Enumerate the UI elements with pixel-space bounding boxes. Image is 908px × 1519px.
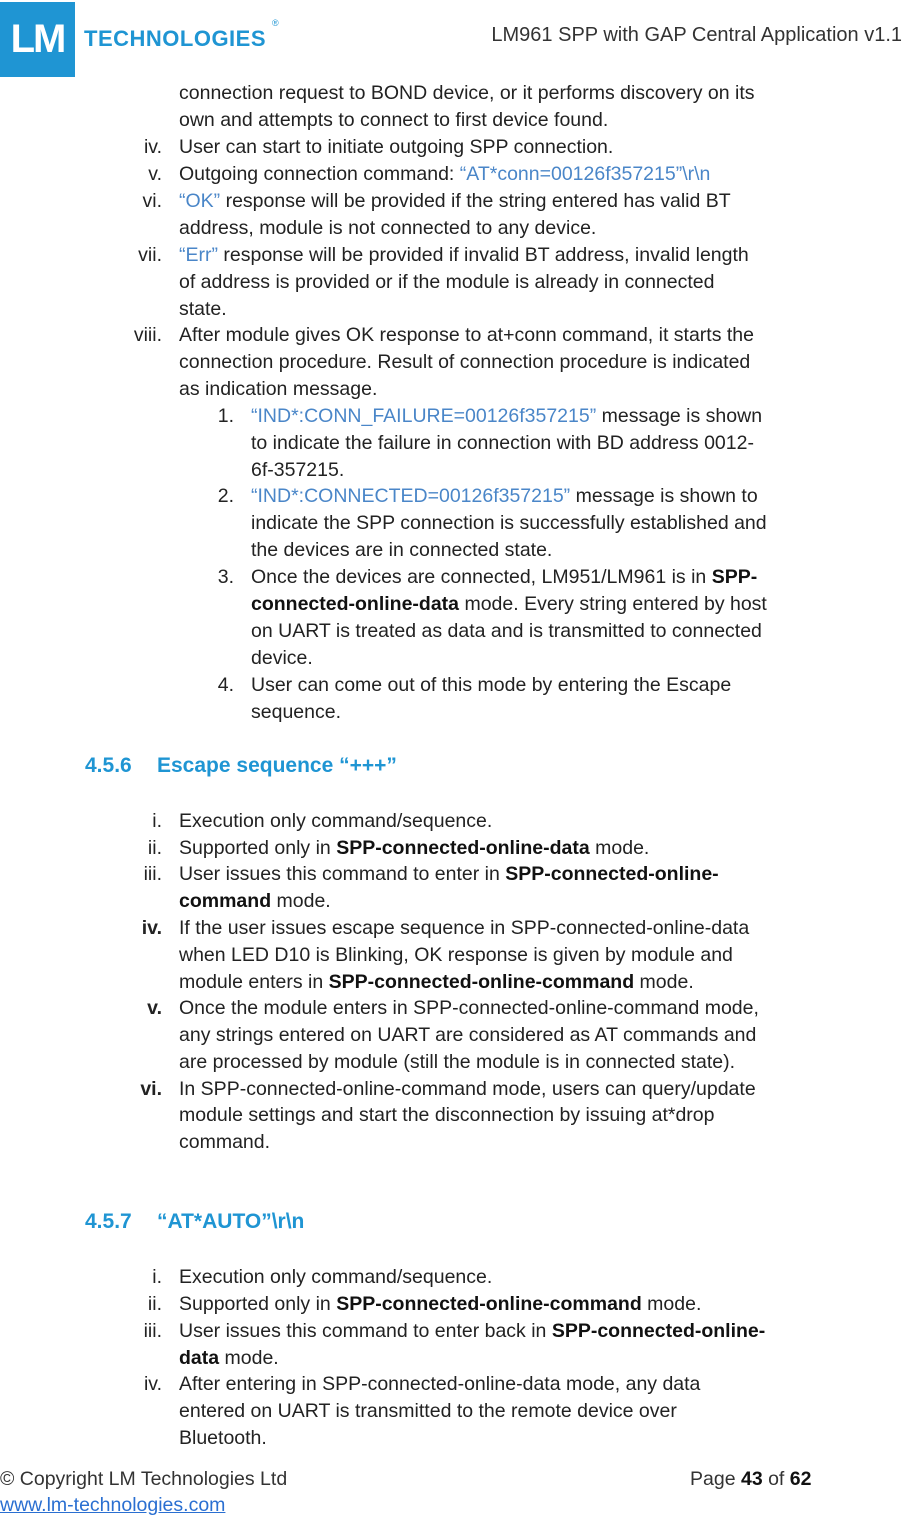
text-run: Supported only in bbox=[179, 1293, 337, 1315]
page-of: of bbox=[762, 1468, 790, 1490]
text-line: indicate the SPP connection is successfully established and bbox=[251, 512, 767, 534]
text-run: module enters in bbox=[179, 971, 329, 993]
website-link[interactable]: www.lm-technologies.com bbox=[0, 1494, 226, 1516]
text-line: Bluetooth. bbox=[179, 1427, 267, 1449]
section-number: 4.5.7 bbox=[85, 1210, 132, 1233]
list-item: User can come out of this mode by entering the Escape bbox=[251, 674, 732, 696]
list-marker: vi. bbox=[140, 1078, 162, 1100]
section-number: 4.5.6 bbox=[85, 754, 132, 777]
text-run: User issues this command to enter in bbox=[179, 863, 506, 885]
text-line bbox=[251, 591, 767, 618]
text-line: connection procedure. Result of connection procedure is indicated bbox=[179, 351, 751, 373]
text-line: are processed by module (still the module is in connected state). bbox=[179, 1051, 736, 1073]
list-marker: 1. bbox=[217, 405, 234, 427]
mode-name: SPP- bbox=[711, 566, 758, 588]
list-item bbox=[179, 835, 649, 862]
logo-text: TECHNOLOGIES bbox=[84, 26, 267, 51]
text-line: own and attempts to connect to first device found. bbox=[179, 109, 609, 131]
list-item: User can start to initiate outgoing SPP connection. bbox=[179, 136, 614, 158]
list-marker: i. bbox=[152, 1266, 162, 1288]
text-line: when LED D10 is Blinking, OK response is given by module and bbox=[179, 944, 733, 966]
page-label: Page bbox=[690, 1468, 741, 1490]
list-marker: iv. bbox=[143, 136, 162, 158]
list-marker: iv. bbox=[141, 917, 162, 939]
list-marker: ii. bbox=[147, 1293, 162, 1315]
list-item bbox=[179, 861, 719, 888]
response-code: “OK” bbox=[179, 190, 221, 212]
text-line bbox=[179, 888, 331, 915]
list-marker: iii. bbox=[143, 1320, 162, 1342]
section-title: Escape sequence “+++” bbox=[157, 754, 397, 777]
section-heading-4-5-6 bbox=[85, 754, 397, 778]
text-run: message is shown bbox=[596, 405, 763, 427]
text-run: Once the devices are connected, LM951/LM961 is in bbox=[251, 566, 712, 588]
list-item bbox=[179, 1318, 765, 1345]
text-line: the devices are in connected state. bbox=[251, 539, 553, 561]
list-item bbox=[179, 1291, 701, 1318]
text-line: as indication message. bbox=[179, 378, 378, 400]
list-marker: v. bbox=[148, 163, 162, 185]
list-marker: viii. bbox=[133, 324, 162, 346]
list-item bbox=[179, 188, 731, 215]
list-item bbox=[251, 483, 758, 510]
command-code: “AT*conn=00126f357215”\r\n bbox=[459, 163, 711, 185]
text-run: mode. bbox=[219, 1347, 279, 1369]
text-run: Supported only in bbox=[179, 837, 337, 859]
list-marker: vii. bbox=[138, 244, 162, 266]
mode-name: SPP-connected-online-command bbox=[336, 1293, 642, 1315]
mode-name: SPP-connected-online-data bbox=[336, 837, 590, 859]
text-run: mode. bbox=[271, 890, 331, 912]
list-item bbox=[179, 242, 749, 269]
list-marker: 4. bbox=[217, 674, 234, 696]
list-item bbox=[251, 403, 762, 430]
list-item: After module gives OK response to at+conn command, it starts the bbox=[179, 324, 754, 346]
text-line bbox=[179, 969, 694, 996]
page-header bbox=[0, 0, 908, 80]
list-item: In SPP-connected-online-command mode, users can query/update bbox=[179, 1078, 756, 1100]
document-title: LM961 SPP with GAP Central Application v1.1 bbox=[491, 24, 902, 46]
copyright-notice: © Copyright LM Technologies Ltd bbox=[0, 1468, 288, 1490]
list-marker: 2. bbox=[217, 485, 234, 507]
text-run: response will be provided if the string entered has valid BT bbox=[220, 190, 731, 212]
text-run: message is shown to bbox=[570, 485, 758, 507]
list-marker: ii. bbox=[147, 837, 162, 859]
text-line: connection request to BOND device, or it performs discovery on its bbox=[179, 82, 755, 104]
text-run: response will be provided if invalid BT address, invalid length bbox=[217, 244, 749, 266]
list-marker: iii. bbox=[143, 863, 162, 885]
text-line: any strings entered on UART are considered as AT commands and bbox=[179, 1024, 757, 1046]
list-item: After entering in SPP-connected-online-data mode, any data bbox=[179, 1373, 701, 1395]
page-number bbox=[690, 1468, 811, 1491]
mode-name: SPP-connected-online- bbox=[505, 863, 719, 885]
list-item: If the user issues escape sequence in SPP-connected-online-data bbox=[179, 917, 750, 939]
text-run: mode. bbox=[589, 837, 650, 859]
list-item: Execution only command/sequence. bbox=[179, 810, 493, 832]
list-item bbox=[251, 564, 757, 591]
text-line: address, module is not connected to any device. bbox=[179, 217, 597, 239]
list-marker: iv. bbox=[143, 1373, 162, 1395]
mode-name: SPP-connected-online- bbox=[551, 1320, 766, 1342]
text-line: 6f-357215. bbox=[251, 459, 345, 481]
section-title: “AT*AUTO”\r\n bbox=[157, 1210, 305, 1233]
section-heading-4-5-7 bbox=[85, 1210, 304, 1234]
text-line: device. bbox=[251, 647, 313, 669]
mode-name: command bbox=[179, 890, 272, 912]
text-line: to indicate the failure in connection with BD address 0012- bbox=[251, 432, 754, 454]
text-run: Outgoing connection command: bbox=[179, 163, 460, 185]
text-line: on UART is treated as data and is transmitted to connected bbox=[251, 620, 762, 642]
text-run: mode. bbox=[634, 971, 694, 993]
list-marker: i. bbox=[152, 810, 162, 832]
text-line: command. bbox=[179, 1131, 271, 1153]
text-line: module settings and start the disconnection by issuing at*drop bbox=[179, 1104, 715, 1126]
text-run: User issues this command to enter back in bbox=[179, 1320, 552, 1342]
text-run: mode. bbox=[641, 1293, 702, 1315]
response-code: “Err” bbox=[179, 244, 218, 266]
text-line: state. bbox=[179, 298, 227, 320]
list-marker: 3. bbox=[217, 566, 234, 588]
registered-mark: ® bbox=[272, 18, 279, 28]
mode-name: connected-online-data bbox=[251, 593, 460, 615]
indication-code: “IND*:CONN_FAILURE=00126f357215” bbox=[251, 405, 597, 427]
list-marker: v. bbox=[147, 997, 162, 1019]
current-page: 43 bbox=[740, 1468, 763, 1490]
list-item: Once the module enters in SPP-connected-online-command mode, bbox=[179, 997, 759, 1019]
mode-name: data bbox=[179, 1347, 220, 1369]
text-line bbox=[179, 1345, 279, 1372]
text-line: sequence. bbox=[251, 701, 341, 723]
total-pages: 62 bbox=[789, 1468, 812, 1490]
lm-logo bbox=[0, 2, 75, 77]
indication-code: “IND*:CONNECTED=00126f357215” bbox=[251, 485, 571, 507]
list-marker: vi. bbox=[142, 190, 162, 212]
list-item: Execution only command/sequence. bbox=[179, 1266, 493, 1288]
text-run: mode. Every string entered by host bbox=[459, 593, 767, 615]
mode-name: SPP-connected-online-command bbox=[328, 971, 635, 993]
logo-mark: LM bbox=[10, 17, 65, 61]
list-item bbox=[179, 161, 710, 188]
text-line: entered on UART is transmitted to the remote device over bbox=[179, 1400, 677, 1422]
text-line: of address is provided or if the module is already in connected bbox=[179, 271, 715, 293]
